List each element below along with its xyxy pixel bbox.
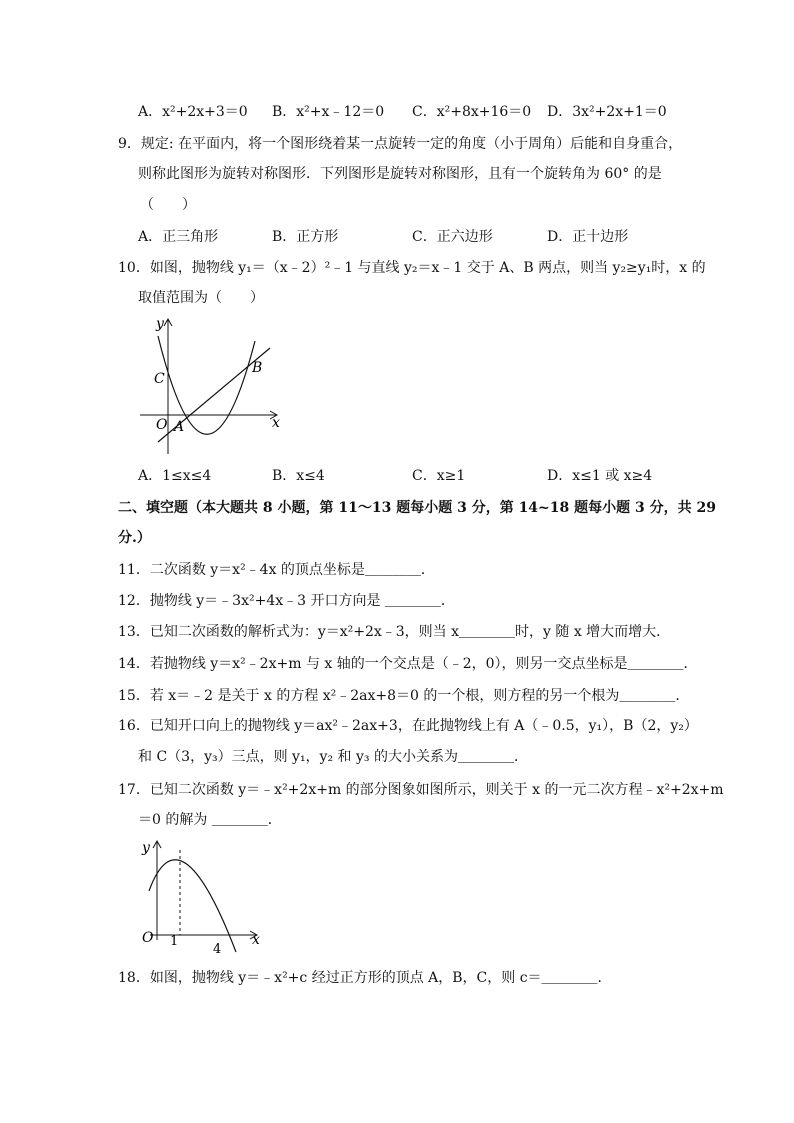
q17-label-4: 4 <box>213 942 222 956</box>
q9-option-d: D．正十边形 <box>547 229 629 245</box>
q10-label-b: B <box>252 360 263 376</box>
q17-figure <box>138 836 268 956</box>
q16-text-line2: 和 C（3，y₃）三点，则 y₁，y₂ 和 y₃ 的大小关系为＿＿＿＿． <box>138 749 528 765</box>
q9-text-line2: 则称此图形为旋转对称图形．下列图形是旋转对称图形，且有一个旋转角为 60° 的是 <box>138 166 662 182</box>
q10-text-line1: 10．如图，抛物线 y₁＝（x﹣2）²﹣1 与直线 y₂＝x﹣1 交于 A、B 两点，则当 y₂≥y₁时，x 的 <box>118 260 706 276</box>
q8-option-a: A．x²+2x+3＝0 <box>138 104 248 120</box>
q10-label-a: A <box>174 419 185 435</box>
q17-label-1: 1 <box>170 934 179 949</box>
q9-option-b: B．正方形 <box>272 229 339 245</box>
q10-label-o: O <box>156 417 168 433</box>
q17-label-x: x <box>252 932 260 948</box>
q10-parabola <box>158 336 255 434</box>
q14-text: 14．若抛物线 y＝x²﹣2x+m 与 x 轴的一个交点是（﹣2，0），则另一交点坐标是＿＿＿＿． <box>118 656 698 672</box>
q10-label-y: y <box>156 316 164 332</box>
q9-option-c: C．正六边形 <box>412 229 493 245</box>
section2-heading-line2: 分.） <box>118 530 151 546</box>
q9-option-a: A．正三角形 <box>138 229 219 245</box>
q15-text: 15．若 x＝﹣2 是关于 x 的方程 x²﹣2ax+8＝0 的一个根，则方程的另一个根为＿＿＿＿． <box>118 688 690 704</box>
q17-parabola <box>149 860 236 952</box>
q18-text: 18．如图，抛物线 y＝﹣x²+c 经过正方形的顶点 A，B，C，则 c＝＿＿＿＿． <box>118 970 612 986</box>
q10-figure <box>138 314 288 456</box>
section2-heading-line1: 二、填空题（本大题共 8 小题，第 11～13 题每小题 3 分，第 14~18 题每小题 3 分，共 29 <box>118 500 716 516</box>
q9-text-line1: 9．规定: 在平面内，将一个图形绕着某一点旋转一定的角度（小于周角）后能和自身重合， <box>118 136 683 152</box>
q10-text-line2: 取值范围为（ ） <box>138 290 264 306</box>
q13-text: 13．已知二次函数的解析式为：y＝x²+2x﹣3，则当 x＿＿＿＿时，y 随 x 增大而增大． <box>118 624 671 640</box>
q8-option-c: C．x²+8x+16＝0 <box>412 104 532 120</box>
q10-option-b: B．x≤4 <box>272 468 325 484</box>
q17-label-o: O <box>142 930 154 946</box>
q10-label-c: C <box>154 371 165 387</box>
q17-text-line2: ＝0 的解为 ＿＿＿＿． <box>138 812 282 828</box>
q12-text: 12．抛物线 y＝﹣3x²+4x﹣3 开口方向是 ＿＿＿＿． <box>118 593 455 609</box>
q17-text-line1: 17．已知二次函数 y＝﹣x²+2x+m 的部分图象如图所示，则关于 x 的一元二次方程﹣x²+2x+m <box>118 782 724 798</box>
q16-text-line1: 16．已知开口向上的抛物线 y＝ax²﹣2ax+3，在此抛物线上有 A（﹣0.5，y₁），B（2，y₂） <box>118 718 698 734</box>
q9-answer-paren: （ ） <box>140 197 196 213</box>
q10-label-x: x <box>272 415 280 431</box>
q8-option-d: D．3x²+2x+1＝0 <box>547 104 667 120</box>
q10-option-a: A．1≤x≤4 <box>138 468 212 484</box>
q11-text: 11．二次函数 y＝x²﹣4x 的顶点坐标是＿＿＿＿． <box>118 562 435 578</box>
q8-option-b: B．x²+x﹣12＝0 <box>272 104 385 120</box>
q17-label-y: y <box>142 840 150 856</box>
q10-option-d: D．x≤1 或 x≥4 <box>547 468 653 484</box>
q10-option-c: C．x≥1 <box>412 468 466 484</box>
